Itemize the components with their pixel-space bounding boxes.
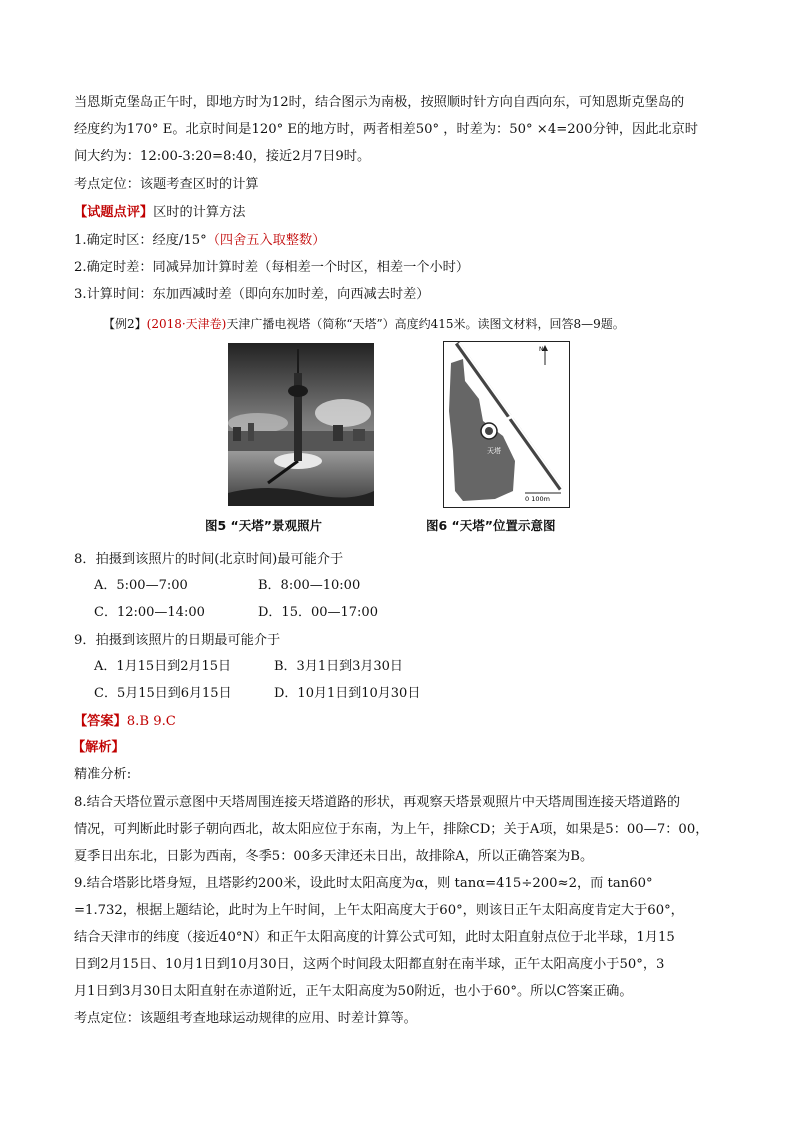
analysis-q8-line-1: 8.结合天塔位置示意图中天塔周围连接天塔道路的形状，再观察天塔景观照片中天塔周围连接天塔道路的	[74, 795, 681, 810]
analysis-q8-line-3: 夏季日出东北，日影为西南，冬季5：00多天津还未日出，故排除A，所以正确答案为B。	[74, 849, 594, 864]
example-source: (2018·天津卷)	[146, 317, 227, 331]
analysis-tag: 【解析】	[72, 740, 125, 755]
q8-option-a: A．5:00—7:00	[94, 578, 188, 593]
example-heading	[103, 314, 625, 334]
q9-option-c: C．5月15日到6月15日	[94, 686, 232, 701]
q9-option-d: D．10月1日到10月30日	[274, 686, 421, 701]
question-8-stem: 8．拍摄到该照片的时间(北京时间)最可能介于	[74, 552, 344, 567]
question-9-stem: 9．拍摄到该照片的日期最可能介于	[74, 633, 281, 648]
intro-line-1: 当恩斯克堡岛正午时，即地方时为12时，结合图示为南极，按照顺时针方向自西向东，可知恩斯克堡岛的	[74, 95, 685, 110]
q9-option-a: A．1月15日到2月15日	[94, 659, 232, 674]
q8-option-b: B．8:00—10:00	[258, 578, 361, 593]
north-label: N	[539, 346, 544, 353]
answer-text: 8.B 9.C	[126, 714, 176, 729]
analysis-key-point: 考点定位：该题组考查地球运动规律的应用、时差计算等。	[74, 1011, 417, 1026]
analysis-q9-line-3: 结合天津市的纬度（接近40°N）和正午太阳高度的计算公式可知，此时太阳直射点位于北半球，1月15	[74, 930, 675, 945]
review-step-1	[74, 231, 325, 251]
review-step-1-note: （四舍五入取整数）	[206, 233, 326, 248]
review-step-1-text: 1.确定时区：经度/15°	[74, 233, 207, 248]
intro-line-3: 间大约为：12:00-3:20=8:40，接近2月7日9时。	[74, 149, 371, 164]
example-text: 天津广播电视塔（简称“天塔”）高度约415米。读图文材料，回答8—9题。	[226, 317, 625, 331]
map-scale-label: 0 100m	[525, 495, 550, 503]
analysis-q9-line-1: 9.结合塔影比塔身短，且塔影约200米，设此时太阳高度为α，则 tanα=415÷200≈2，而 tan60°	[74, 876, 653, 891]
review-tag: 【试题点评】	[74, 205, 154, 220]
analysis-q9-line-2: =1.732，根据上题结论，此时为上午时间，上午太阳高度大于60°，则该日正午太阳高度肯定大于60°，	[74, 903, 684, 918]
analysis-subheading: 精准分析:	[74, 767, 132, 782]
figure-5-caption: 图5 “天塔”景观照片	[205, 518, 322, 533]
q8-option-d: D．15．00—17:00	[258, 605, 378, 620]
review-heading	[74, 203, 245, 223]
intro-key-point: 考点定位：该题考查区时的计算	[74, 177, 259, 192]
q9-option-b: B．3月1日到3月30日	[274, 659, 403, 674]
analysis-q9-line-5: 月1日到3月30日太阳直射在赤道附近，正午太阳高度为50附近，也小于60°。所以C答案正确。	[74, 984, 633, 999]
review-step-2: 2.确定时差：同减异加计算时差（每相差一个时区，相差一个小时）	[74, 260, 470, 275]
analysis-q9-line-4: 日到2月15日、10月1日到10月30日，这两个时间段太阳都直射在南半球，正午太阳高度小于50°，3	[74, 957, 665, 972]
review-step-3: 3.计算时间：东加西减时差（即向东加时差，向西减去时差）	[74, 287, 430, 302]
analysis-q8-line-2: 情况，可判断此时影子朝向西北，故太阳应位于东南，为上午，排除CD；关于A项，如果是5：00—7：00，	[74, 822, 709, 837]
map-tower-label: 天塔	[487, 447, 501, 455]
answer-line	[74, 712, 176, 732]
figure-6-caption: 图6 “天塔”位置示意图	[426, 518, 556, 533]
review-title: 区时的计算方法	[153, 205, 246, 220]
q8-option-c: C．12:00—14:00	[94, 605, 205, 620]
intro-line-2: 经度约为170° E。北京时间是120° E的地方时，两者相差50° ，时差为：50° ×4=200分钟，因此北京时	[74, 122, 698, 137]
example-label: 【例2】	[103, 317, 147, 331]
tower-photo	[228, 343, 374, 506]
answer-tag: 【答案】	[74, 714, 127, 729]
tower-location-map	[443, 341, 570, 508]
